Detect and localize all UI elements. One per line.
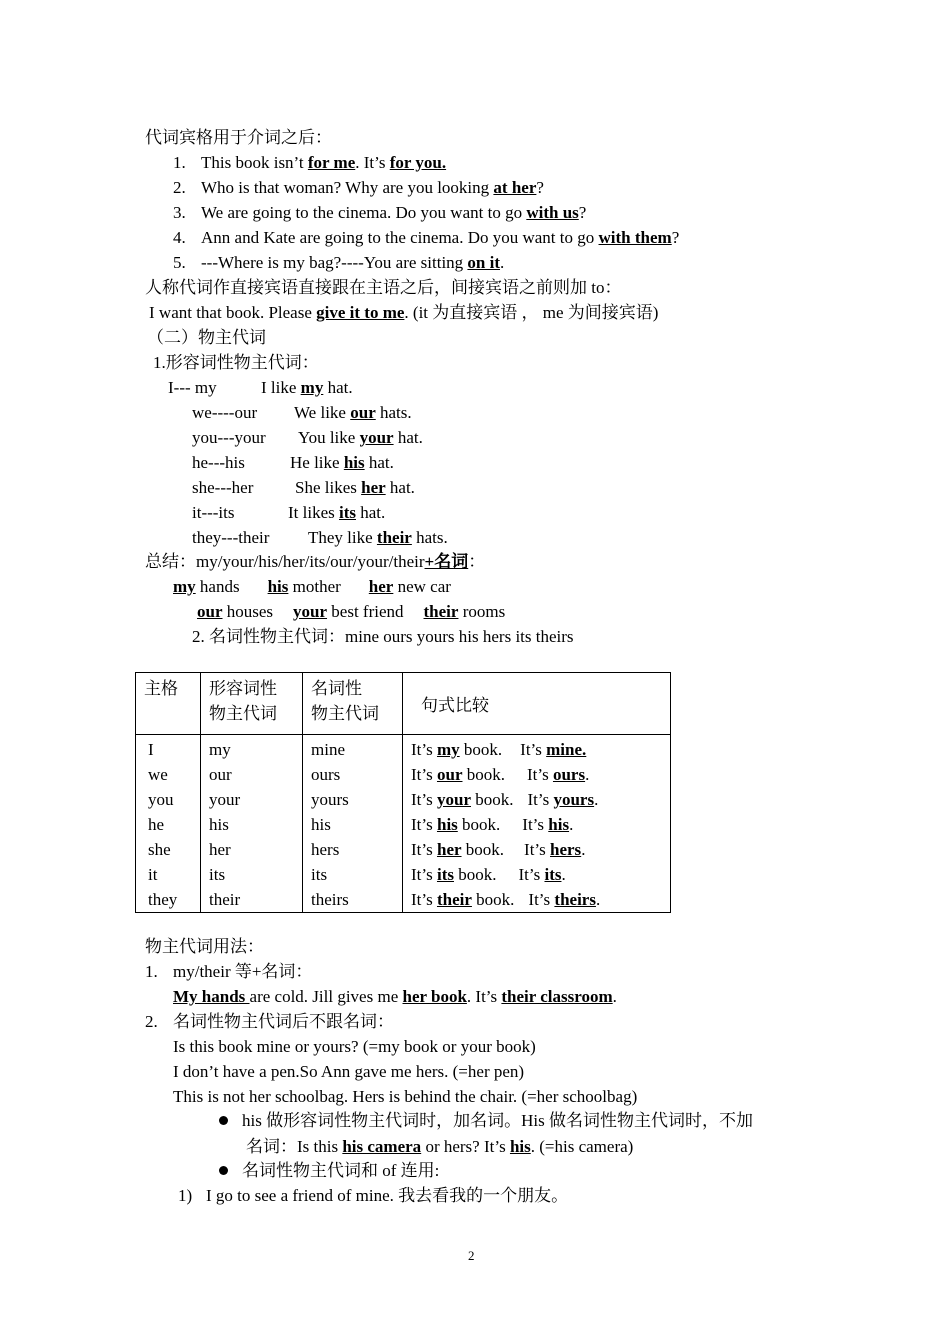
noun-possessive-heading: 2. 名词性物主代词：mine ours yours his hers its theirs xyxy=(192,627,574,646)
noun-cell: hers xyxy=(311,840,340,859)
possessive-word: my xyxy=(173,577,196,596)
underlined-phrase: their classroom xyxy=(501,987,613,1006)
text-run: . xyxy=(612,987,617,1006)
text-run: book. xyxy=(457,815,501,834)
header-text: 句式比较 xyxy=(421,695,489,715)
text-run: It likes xyxy=(288,503,339,522)
subject-cell: he xyxy=(148,815,165,834)
text-run: Ann and Kate are going to the cinema. Do you want to go xyxy=(201,228,599,247)
adjective-word: your xyxy=(436,790,471,809)
pair-example xyxy=(290,452,394,474)
text-run: book. xyxy=(470,790,514,809)
usage-1-title: 1. my/their 等+名词： xyxy=(145,962,313,981)
text-run: . xyxy=(500,253,505,272)
text-run: This book isn’t xyxy=(201,153,308,172)
object-example-3 xyxy=(173,202,586,224)
pair-example xyxy=(294,402,412,424)
underlined-phrase: My hands xyxy=(173,987,250,1006)
adjective-word: their xyxy=(436,890,472,909)
text-run: It’s xyxy=(524,840,551,859)
underlined-phrase: at her xyxy=(493,178,537,197)
underlined-phrase: with them xyxy=(598,228,672,247)
text-run: hats. xyxy=(411,528,448,547)
header-text: 物主代词 xyxy=(209,704,277,723)
list-number: 4. xyxy=(173,228,186,247)
adjective-word: his xyxy=(436,815,458,834)
pair-label: she---her xyxy=(192,478,254,497)
pair-label: I--- my xyxy=(168,378,217,397)
noun-word: its xyxy=(544,865,562,884)
header-text: 主格 xyxy=(144,679,178,698)
text-run: new car xyxy=(393,577,451,596)
intro-heading: 代词宾格用于介词之后： xyxy=(145,128,332,147)
second-clause xyxy=(520,737,586,762)
bullet-dot xyxy=(219,1116,228,1125)
bullet-dot xyxy=(219,1166,228,1175)
direct-object-example: I want that book. Please give it to me. (it 为直接宾语 ， me 为间接宾语) xyxy=(149,303,659,322)
text-run: mother xyxy=(288,577,341,596)
text-run: It’s xyxy=(411,890,437,909)
text-run: . xyxy=(561,865,566,884)
noun-cell: theirs xyxy=(311,890,349,909)
noun-cell: yours xyxy=(311,790,349,809)
adjective-column xyxy=(201,735,303,913)
text-run: It’s xyxy=(528,890,555,909)
pair-label: he---his xyxy=(192,453,245,472)
text-run: They like xyxy=(308,528,377,547)
text-run: . xyxy=(595,890,601,909)
noun-word: theirs xyxy=(554,890,596,909)
adjective-cell: its xyxy=(209,865,226,884)
underlined-phrase: his camera xyxy=(342,1137,422,1156)
summary-item xyxy=(197,601,273,623)
text-run: hat. xyxy=(393,428,423,447)
second-clause xyxy=(522,812,573,837)
possessive-word: our xyxy=(197,602,223,621)
text-run: or hers? It’s xyxy=(421,1137,510,1156)
text-run: It’s xyxy=(411,765,437,784)
subject-cell: we xyxy=(148,765,168,784)
comparison-cell xyxy=(411,737,670,762)
noun-cell: its xyxy=(311,865,328,884)
noun-cell: ours xyxy=(311,765,341,784)
usage-2-line-1: Is this book mine or yours? (=my book or your book) xyxy=(173,1037,536,1056)
text-run: hat. xyxy=(356,503,386,522)
usage-2-line-2: I don’t have a pen.So Ann gave me hers. (=her pen) xyxy=(173,1062,525,1081)
underlined-phrase: her book xyxy=(402,987,467,1006)
adjective-word: our xyxy=(436,765,463,784)
object-example-2 xyxy=(173,177,544,199)
adjective-cell: her xyxy=(209,840,231,859)
second-clause xyxy=(528,887,600,912)
text-run: . xyxy=(585,765,590,784)
summary-item xyxy=(369,576,451,598)
text-run: It’s xyxy=(518,865,545,884)
text-run: She likes xyxy=(295,478,362,497)
text-run: Who is that woman? Why are you looking xyxy=(201,178,494,197)
adjective-cell: our xyxy=(209,765,232,784)
text-run: . xyxy=(594,790,599,809)
possessive-word: her xyxy=(361,478,386,497)
noun-cell: mine xyxy=(311,740,345,759)
text-run: hats. xyxy=(375,403,412,422)
possessive-word: his xyxy=(267,577,289,596)
page-number: 2 xyxy=(468,1248,475,1263)
comparison-cell xyxy=(411,887,670,912)
pair-example xyxy=(298,427,423,449)
text-run: houses xyxy=(222,602,274,621)
possessive-word: her xyxy=(368,577,394,596)
underlined-phrase: on it xyxy=(467,253,501,272)
adjective-word: her xyxy=(436,840,462,859)
pair-example xyxy=(308,527,448,549)
usage-heading: 物主代词用法： xyxy=(145,937,264,956)
list-number: 3. xyxy=(173,203,186,222)
second-clause xyxy=(527,787,598,812)
text-run: hat. xyxy=(323,378,353,397)
text-run: . It’s xyxy=(355,153,390,172)
adjective-cell: my xyxy=(209,740,231,759)
subject-cell: she xyxy=(148,840,171,859)
noun-word: hers xyxy=(550,840,582,859)
adj-possessive-heading: 1.形容词性物主代词： xyxy=(153,353,319,372)
second-clause xyxy=(518,862,565,887)
bullet-1-continuation xyxy=(246,1136,633,1158)
subject-cell: you xyxy=(148,790,174,809)
text-run: It’s xyxy=(522,815,549,834)
subject-cell: I xyxy=(148,740,154,759)
adjective-word: my xyxy=(436,740,460,759)
text-run: ? xyxy=(578,203,587,222)
possessive-word: his xyxy=(343,453,365,472)
noun-column xyxy=(303,735,403,913)
text-run: It’s xyxy=(411,740,437,759)
pair-label: we----our xyxy=(192,403,258,422)
possessive-word: your xyxy=(293,602,328,621)
list-number: 5. xyxy=(173,253,186,272)
table-body-row xyxy=(136,735,671,913)
text-run: book. xyxy=(462,765,505,784)
text-run: ? xyxy=(671,228,680,247)
text-run: are cold. Jill gives me xyxy=(249,987,403,1006)
comparison-cell xyxy=(411,762,670,787)
second-clause xyxy=(524,837,585,862)
usage-1-example xyxy=(173,986,617,1008)
text-run: ---Where is my bag?----You are sitting xyxy=(201,253,468,272)
object-example-4 xyxy=(173,227,679,249)
comparison-column xyxy=(403,735,671,913)
summary-examples-row-2 xyxy=(197,601,505,623)
pair-example xyxy=(261,377,353,399)
text-run: It’s xyxy=(411,815,437,834)
example-of-mine: 1) I go to see a friend of mine. 我去看我的一个朋友。 xyxy=(178,1186,569,1205)
header-subject xyxy=(136,673,201,735)
text-run: book. xyxy=(461,840,505,859)
text-run: It’s xyxy=(526,765,553,784)
text-run: We like xyxy=(294,403,351,422)
text-run: It’s xyxy=(411,790,437,809)
possessive-table xyxy=(135,672,671,913)
underlined-phrase: with us xyxy=(526,203,579,222)
underlined-phrase: for me xyxy=(307,153,356,172)
noun-word: ours xyxy=(552,765,586,784)
summary-item xyxy=(268,576,341,598)
text-run: . xyxy=(569,815,574,834)
pair-label: you---your xyxy=(192,428,266,447)
underlined-phrase: his xyxy=(509,1137,531,1156)
text-run: It’s xyxy=(411,865,437,884)
possessive-word: their xyxy=(376,528,412,547)
usage-2-title: 2. 名词性物主代词后不跟名词： xyxy=(145,1012,394,1031)
table-header-row xyxy=(136,673,671,735)
comparison-cell xyxy=(411,812,670,837)
header-text: 物主代词 xyxy=(311,704,379,723)
pair-example xyxy=(288,502,385,524)
noun-word: yours xyxy=(553,790,595,809)
list-number: 1. xyxy=(173,153,186,172)
subject-cell: it xyxy=(148,865,158,884)
adjective-cell: his xyxy=(209,815,229,834)
text-run: book. xyxy=(459,740,503,759)
possessive-word: my xyxy=(300,378,324,397)
text-run: best friend xyxy=(327,602,404,621)
text-run: We are going to the cinema. Do you want to go xyxy=(201,203,527,222)
noun-word: his xyxy=(548,815,570,834)
summary-item xyxy=(293,601,403,623)
second-clause xyxy=(527,762,589,787)
text-run: book. xyxy=(471,890,515,909)
comparison-cell xyxy=(411,787,670,812)
adjective-cell: your xyxy=(209,790,241,809)
text-run: . It’s xyxy=(466,987,502,1006)
text-run: It’s xyxy=(527,790,554,809)
bullet-1: his 做形容词性物主代词时，加名词。His 做名词性物主代词时，不加 xyxy=(219,1110,753,1132)
header-comparison xyxy=(403,673,671,735)
object-example-1 xyxy=(173,152,446,174)
text-run: 名词：Is this xyxy=(246,1137,343,1156)
text-run: . xyxy=(581,840,586,859)
header-text: 名词性 xyxy=(311,679,362,698)
text-run: rooms xyxy=(458,602,506,621)
bullet-2: 名词性物主代词和 of 连用: xyxy=(219,1160,439,1182)
text-run: book. xyxy=(453,865,497,884)
header-text: 形容词性 xyxy=(209,679,277,698)
text-run: . (=his camera) xyxy=(530,1137,634,1156)
comparison-cell xyxy=(411,862,670,887)
pair-label: they---their xyxy=(192,528,270,547)
summary-item xyxy=(173,576,240,598)
text-run: It’s xyxy=(520,740,547,759)
subject-column xyxy=(136,735,201,913)
text-run: hat. xyxy=(364,453,394,472)
object-example-5 xyxy=(173,252,504,274)
text-run: It’s xyxy=(411,840,437,859)
pair-label: it---its xyxy=(192,503,235,522)
header-adjective xyxy=(201,673,303,735)
summary-item xyxy=(424,601,506,623)
adjective-cell: their xyxy=(209,890,241,909)
pair-example xyxy=(295,477,415,499)
underlined-phrase: for you. xyxy=(389,153,447,172)
possessive-word: your xyxy=(359,428,394,447)
noun-word: mine. xyxy=(546,740,587,759)
text-run: hat. xyxy=(385,478,415,497)
section-two-title: （二）物主代词 xyxy=(147,328,266,347)
text-run: I like xyxy=(261,378,301,397)
possessive-word: their xyxy=(423,602,459,621)
text-run: hands xyxy=(195,577,240,596)
usage-2-line-3: This is not her schoolbag. Hers is behind the chair. (=her schoolbag) xyxy=(173,1087,638,1106)
noun-cell: his xyxy=(311,815,331,834)
possessive-word: its xyxy=(339,503,356,522)
comparison-cell xyxy=(411,837,670,862)
summary-examples-row-1 xyxy=(173,576,451,598)
direct-object-rule: 人称代词作直接宾语直接跟在主语之后，间接宾语之前则加 to： xyxy=(145,278,622,297)
header-noun xyxy=(303,673,403,735)
list-number: 2. xyxy=(173,178,186,197)
summary-line: 总结：my/your/his/her/its/our/your/their+名词： xyxy=(145,552,486,571)
text-run: He like xyxy=(290,453,344,472)
subject-cell: they xyxy=(148,890,178,909)
text-run: You like xyxy=(298,428,360,447)
text-run: ? xyxy=(536,178,544,197)
adjective-word: its xyxy=(436,865,454,884)
give-it-to-me: give it to me xyxy=(316,303,405,322)
possessive-word: our xyxy=(350,403,376,422)
